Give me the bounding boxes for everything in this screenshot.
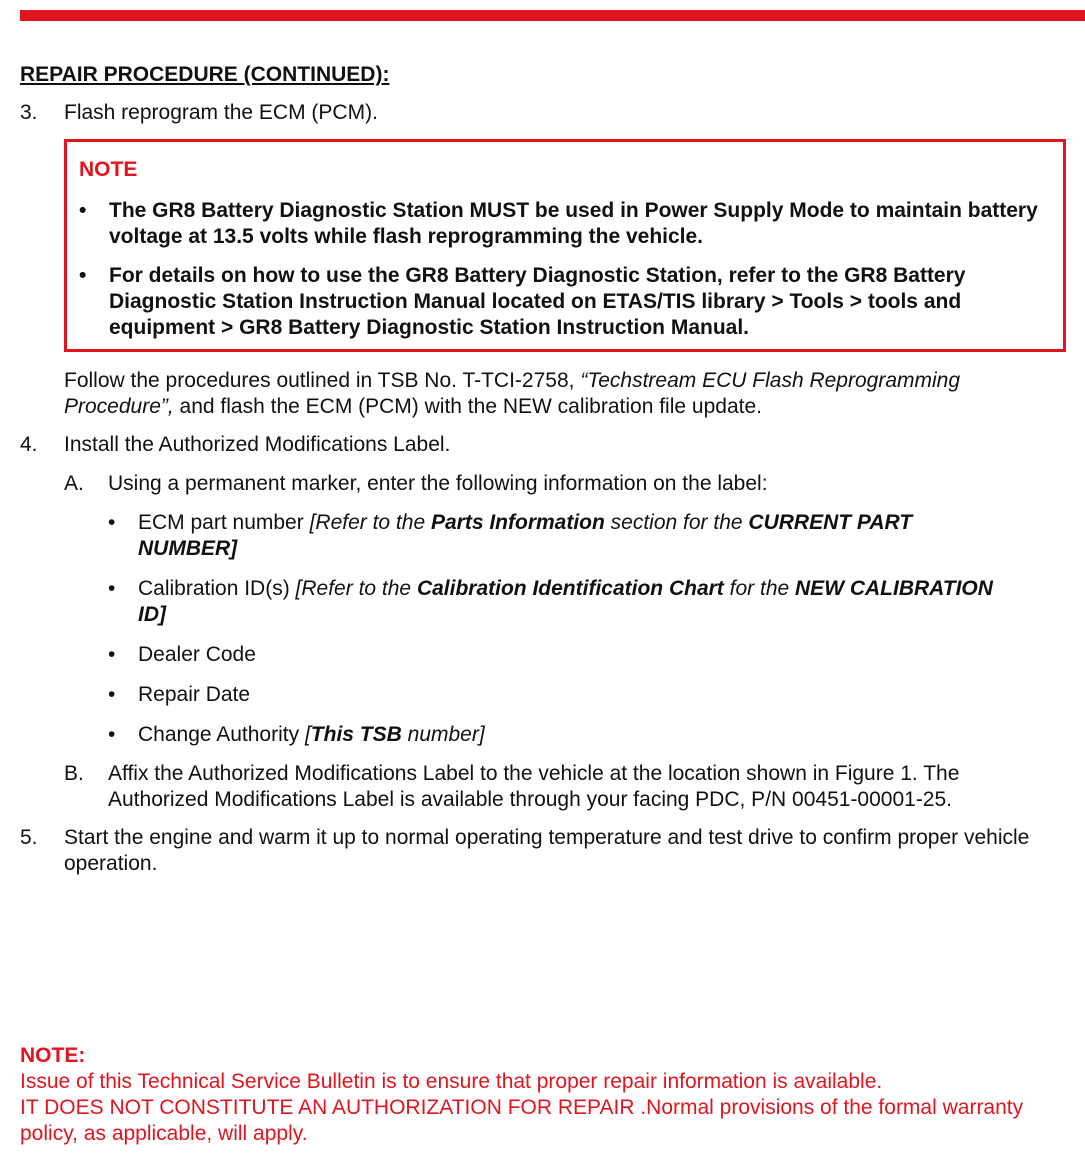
step-number: 5.: [20, 826, 38, 849]
step-text: Install the Authorized Modifications Label.: [64, 433, 451, 456]
step-text: Start the engine and warm it up to normal operating temperature and test drive to confirm proper vehicle operation.: [64, 826, 1030, 875]
item-label: ECM part number: [138, 511, 310, 534]
follow-procedure-paragraph: [20, 368, 1060, 420]
bullet-icon: •: [108, 577, 116, 600]
item-ref: [Refer to the: [295, 577, 417, 600]
top-red-rule: [20, 10, 1085, 21]
step-number: 3.: [20, 101, 38, 124]
label-item-repair-date: [108, 682, 1008, 708]
substep-letter: B.: [64, 762, 84, 785]
item-ref-bold: This TSB: [310, 723, 402, 746]
note-item: [79, 198, 1049, 250]
note-item-text: The GR8 Battery Diagnostic Station MUST be used in Power Supply Mode to maintain battery voltage at 13.5 volts while flash reprogramming the vehicle.: [109, 199, 1038, 248]
bullet-icon: •: [108, 643, 116, 666]
item-label: Dealer Code: [138, 643, 256, 666]
note-item-text: For details on how to use the GR8 Battery Diagnostic Station, refer to the GR8 Battery Diagnostic Station Instruction Manual located on ETAS/TIS library > Tools > tools and equipment > GR8 Battery Diagnostic Station Instruction Manual.: [109, 264, 966, 339]
step-3: [20, 100, 1060, 126]
bullet-icon: •: [79, 264, 87, 287]
label-item-ecm-part-number: [108, 510, 1008, 562]
substep-text: Using a permanent marker, enter the following information on the label:: [108, 472, 768, 495]
item-ref-bold: Calibration Identification Chart: [416, 577, 724, 600]
substep-text: Affix the Authorized Modifications Label to the vehicle at the location shown in Figure 1. The Authorized Modifications Label is available through your facing PDC, P/N 00451-00001-25.: [108, 762, 960, 811]
note-title: NOTE: [79, 158, 138, 181]
label-item-calibration-id: [108, 576, 1008, 628]
bullet-icon: •: [108, 511, 116, 534]
note-box: [64, 139, 1066, 352]
follow-pre: Follow the procedures outlined in TSB No. T-TCI-2758,: [64, 369, 581, 392]
step-text: Flash reprogram the ECM (PCM).: [64, 101, 378, 124]
footer-line: IT DOES NOT CONSTITUTE AN AUTHORIZATION FOR REPAIR .Normal provisions of the formal warranty policy, as applicable, will apply.: [20, 1096, 1024, 1145]
bullet-icon: •: [79, 199, 87, 222]
section-heading: REPAIR PROCEDURE (CONTINUED):: [20, 63, 390, 86]
item-label: Change Authority: [138, 723, 305, 746]
step-4: [20, 432, 1060, 458]
bullet-icon: •: [108, 683, 116, 706]
follow-post: and flash the ECM (PCM) with the NEW calibration file update.: [173, 395, 762, 418]
footer-note: [20, 1043, 1060, 1147]
label-item-dealer-code: [108, 642, 1008, 668]
substep-b: [64, 761, 1060, 813]
item-label: Repair Date: [138, 683, 251, 706]
label-item-change-authority: [108, 722, 1008, 748]
item-ref-bold: NEW CALIBRATION ID]: [138, 577, 993, 626]
item-ref: for the: [723, 577, 796, 600]
item-ref-bold: Parts Information: [430, 511, 605, 534]
item-ref: section for the: [604, 511, 749, 534]
item-ref-bold: CURRENT PART NUMBER]: [138, 511, 913, 560]
step-number: 4.: [20, 433, 38, 456]
item-ref: [Refer to the: [309, 511, 431, 534]
item-ref: number]: [401, 723, 485, 746]
substep-a: [64, 471, 1060, 497]
footer-line: Issue of this Technical Service Bulletin is to ensure that proper repair information is available.: [20, 1070, 883, 1093]
bullet-icon: •: [108, 723, 116, 746]
step-5: [20, 825, 1060, 877]
note-item: [79, 263, 1049, 341]
item-ref: [: [304, 723, 311, 746]
substep-letter: A.: [64, 472, 84, 495]
item-label: Calibration ID(s): [138, 577, 296, 600]
tsb-title: “Techstream ECU Flash Reprogramming Procedure”,: [64, 369, 961, 418]
footer-note-title: NOTE:: [20, 1044, 86, 1067]
